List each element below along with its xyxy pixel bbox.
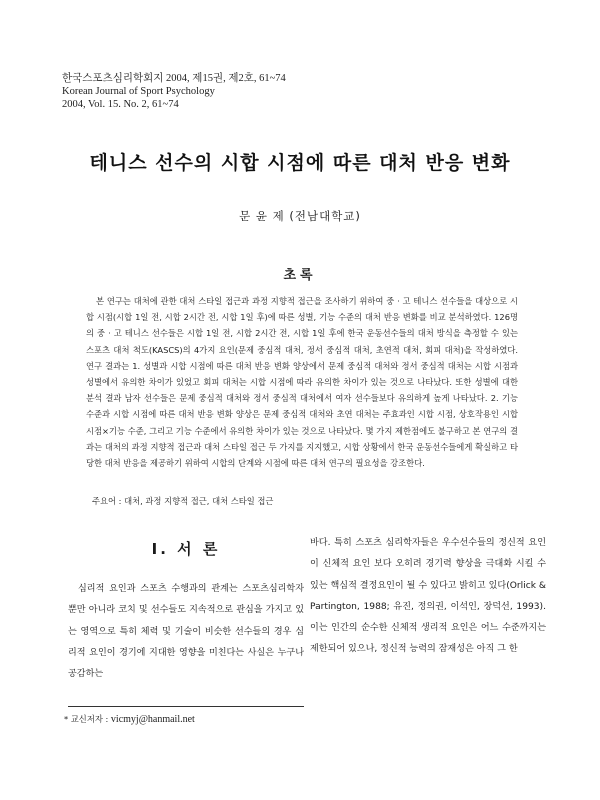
intro-left-column: 심리적 요인과 스포츠 수행과의 관계는 스포츠심리학자 뿐만 아니라 코치 및 선수들도 지속적으로 관심을 가지고 있는 영역으로 특히 체력 및 기술이 비슷한 선수들의 경우 심리적 요인이 경기에 지대한 영향을 미친다는 사실은 누구나 공감하는 [68,584,304,680]
footnote-divider [68,706,304,707]
section-heading-introduction: Ⅰ. 서 론 [151,540,221,558]
journal-name-english: Korean Journal of Sport Psychology [62,86,215,97]
author-line: 문 윤 제 (전남대학교) [239,209,361,223]
keywords: 주요어 : 대처, 과정 지향적 접근, 대처 스타일 접근 [92,496,274,506]
intro-right-column: 바다. 특히 스포츠 심리학자들은 우수선수들의 정신적 요인이 신체적 요인 보다 오히려 경기력 향상을 극대화 시킬 수 있는 핵심적 결정요인이 될 수 있다고 밝히고 있다(Orlick & Partington, 1988; 유진, 정의권, 이석인, 장덕선, 1993). 이는 인간의 순수한 신체적 생리적 요인은 어느 수준까지는 제한되어 있으나, 정신적 능력의 잠재성은 아직 그 한 [310,538,546,655]
footnote-email: vicmyj@hanmail.net [110,714,195,725]
footnote-label: * 교신저자 : [64,714,111,724]
abstract-heading: 초록 [283,268,317,283]
journal-citation-korean: 한국스포츠심리학회지 2004, 제15권, 제2호, 61~74 [62,73,286,84]
paper-title: 테니스 선수의 시합 시점에 따른 대처 반응 변화 [89,152,511,174]
corresponding-author-footnote [64,713,195,725]
journal-citation-english: 2004, Vol. 15. No. 2, 61~74 [62,99,179,110]
journal-header [62,72,286,111]
abstract-body: 본 연구는 대처에 관한 대처 스타일 접근과 과정 지향적 접근을 조사하기 위하여 중 · 고 테니스 선수들을 대상으로 시합 시점(시합 1일 전, 시합 2시간 전, 시합 1일 후)에 따른 성별, 기능 수준의 대처 반응 변화를 비교 분석하였다. 126명의 중 · 고 테니스 선수들은 시합 1일 전, 시합 2시간 전, 시합 1일 후에 한국 운동선수들의 대처 방식을 측정할 수 있는 스포츠 대처 척도(KASCS)의 4가지 요인(문제 중심적 대처, 정서 중심적 대처, 초연적 대처, 회피 대처)을 작성하였다. 연구 결과는 1. 성별과 시합 시점에 따른 대처 반응 변화 양상에서 문제 중심적 대처와 정서 중심적 대처는 시합 시점과 성별에서 유의한 차이가 있었고 회피 대처는 시합 시점에 따라 유의한 차이가 있는 것으로 나타났다. 또한 성별에 대한 분석 결과 남자 선수들은 문제 중심적 대처와 정서 중심적 대처에서 여자 선수들보다 유의하게 높게 나타났다. 2. 기능 수준과 시합 시점에 따른 대처 반응 변화 양상은 문제 중심적 대처와 초연 대처는 주효과인 시합 시점, 상호작용인 시합 시점×기능 수준, 그리고 기능 수준에서 유의한 차이가 있는 것으로 나타났다. 몇 가지 제한점에도 불구하고 본 연구의 결과는 대처의 과정 지향적 접근과 대처 스타일 접근 두 가지를 지지했고, 시합 상황에서 한국 운동선수들에게 확실하고 타당한 대처 반응을 제공하기 위하여 시합의 단계와 시점에 따른 대처 연구의 필요성을 강조한다. [86,296,518,469]
